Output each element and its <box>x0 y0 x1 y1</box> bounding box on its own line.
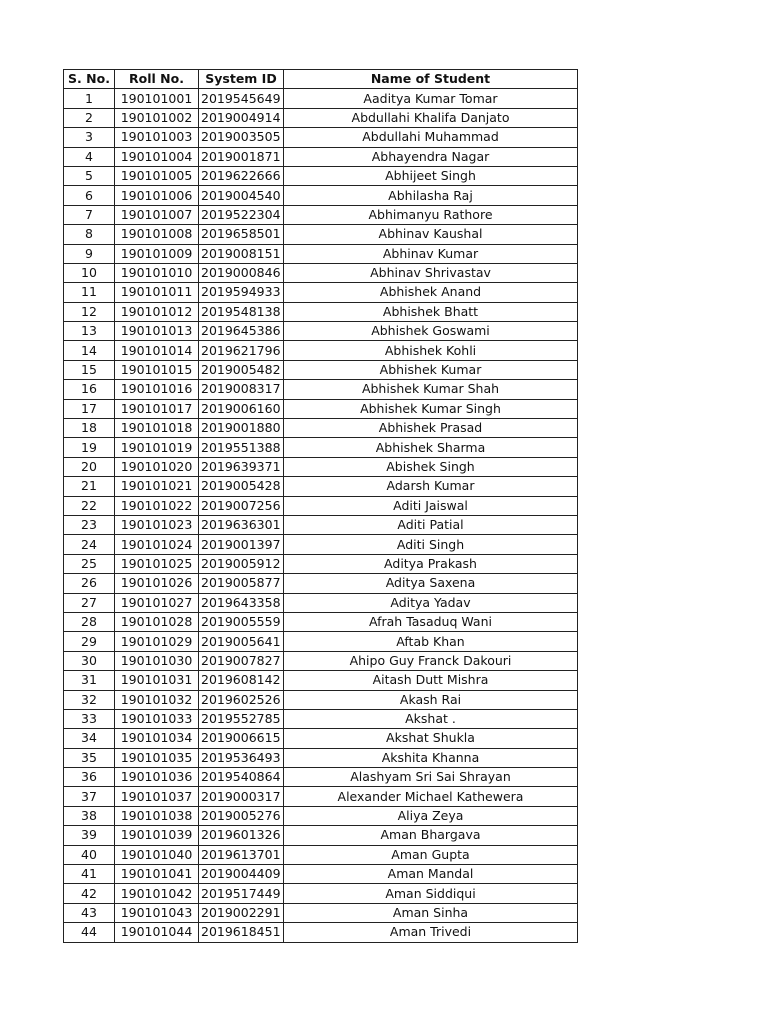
cell-sno: 44 <box>64 923 115 942</box>
cell-roll-no: 190101035 <box>115 748 199 767</box>
table-row <box>64 515 578 534</box>
cell-roll-no: 190101032 <box>115 690 199 709</box>
cell-student-name: Akshita Khanna <box>284 748 578 767</box>
cell-sno: 18 <box>64 419 115 438</box>
cell-student-name: Abishek Singh <box>284 457 578 476</box>
cell-sno: 7 <box>64 205 115 224</box>
cell-system-id: 2019522304 <box>199 205 284 224</box>
cell-sno: 22 <box>64 496 115 515</box>
cell-sno: 11 <box>64 283 115 302</box>
cell-student-name: Akshat Shukla <box>284 729 578 748</box>
table-row <box>64 554 578 573</box>
cell-student-name: Aditya Saxena <box>284 574 578 593</box>
cell-system-id: 2019000317 <box>199 787 284 806</box>
cell-student-name: Abhishek Goswami <box>284 322 578 341</box>
cell-student-name: Abhishek Kumar Singh <box>284 399 578 418</box>
table-row <box>64 651 578 670</box>
cell-system-id: 2019551388 <box>199 438 284 457</box>
table-row <box>64 593 578 612</box>
cell-system-id: 2019608142 <box>199 671 284 690</box>
cell-roll-no: 190101040 <box>115 845 199 864</box>
cell-system-id: 2019005428 <box>199 477 284 496</box>
cell-student-name: Abhijeet Singh <box>284 166 578 185</box>
cell-roll-no: 190101010 <box>115 263 199 282</box>
cell-sno: 23 <box>64 515 115 534</box>
table-row <box>64 341 578 360</box>
table-row <box>64 263 578 282</box>
cell-sno: 36 <box>64 768 115 787</box>
cell-system-id: 2019618451 <box>199 923 284 942</box>
cell-sno: 34 <box>64 729 115 748</box>
cell-system-id: 2019001871 <box>199 147 284 166</box>
cell-sno: 13 <box>64 322 115 341</box>
table-row <box>64 865 578 884</box>
table-row <box>64 399 578 418</box>
cell-roll-no: 190101003 <box>115 128 199 147</box>
cell-roll-no: 190101016 <box>115 380 199 399</box>
cell-system-id: 2019621796 <box>199 341 284 360</box>
table-row <box>64 380 578 399</box>
cell-system-id: 2019602526 <box>199 690 284 709</box>
cell-system-id: 2019540864 <box>199 768 284 787</box>
cell-sno: 25 <box>64 554 115 573</box>
cell-system-id: 2019601326 <box>199 826 284 845</box>
cell-roll-no: 190101014 <box>115 341 199 360</box>
table-row <box>64 806 578 825</box>
cell-roll-no: 190101024 <box>115 535 199 554</box>
cell-system-id: 2019001397 <box>199 535 284 554</box>
cell-system-id: 2019000846 <box>199 263 284 282</box>
cell-roll-no: 190101031 <box>115 671 199 690</box>
table-row <box>64 787 578 806</box>
table-row <box>64 283 578 302</box>
table-row <box>64 826 578 845</box>
cell-roll-no: 190101033 <box>115 709 199 728</box>
cell-student-name: Alashyam Sri Sai Shrayan <box>284 768 578 787</box>
cell-sno: 10 <box>64 263 115 282</box>
cell-sno: 21 <box>64 477 115 496</box>
table-row <box>64 244 578 263</box>
cell-student-name: Ahipo Guy Franck Dakouri <box>284 651 578 670</box>
table-row <box>64 748 578 767</box>
cell-sno: 30 <box>64 651 115 670</box>
cell-sno: 19 <box>64 438 115 457</box>
table-row <box>64 709 578 728</box>
table-row <box>64 729 578 748</box>
cell-roll-no: 190101020 <box>115 457 199 476</box>
cell-roll-no: 190101019 <box>115 438 199 457</box>
cell-sno: 2 <box>64 108 115 127</box>
cell-roll-no: 190101025 <box>115 554 199 573</box>
cell-sno: 35 <box>64 748 115 767</box>
header-roll-no: Roll No. <box>115 70 199 89</box>
cell-student-name: Aman Trivedi <box>284 923 578 942</box>
cell-roll-no: 190101006 <box>115 186 199 205</box>
cell-roll-no: 190101042 <box>115 884 199 903</box>
cell-system-id: 2019005276 <box>199 806 284 825</box>
cell-student-name: Aliya Zeya <box>284 806 578 825</box>
cell-roll-no: 190101008 <box>115 225 199 244</box>
cell-sno: 6 <box>64 186 115 205</box>
table-row <box>64 923 578 942</box>
cell-system-id: 2019548138 <box>199 302 284 321</box>
table-row <box>64 302 578 321</box>
table-row <box>64 108 578 127</box>
cell-student-name: Abhishek Anand <box>284 283 578 302</box>
table-row <box>64 89 578 108</box>
cell-student-name: Abhinav Kaushal <box>284 225 578 244</box>
header-student-name: Name of Student <box>284 70 578 89</box>
table-row <box>64 147 578 166</box>
cell-sno: 14 <box>64 341 115 360</box>
cell-system-id: 2019004409 <box>199 865 284 884</box>
cell-sno: 9 <box>64 244 115 263</box>
cell-system-id: 2019658501 <box>199 225 284 244</box>
cell-student-name: Abhishek Sharma <box>284 438 578 457</box>
cell-roll-no: 190101037 <box>115 787 199 806</box>
table-row <box>64 690 578 709</box>
table-row <box>64 496 578 515</box>
cell-system-id: 2019005912 <box>199 554 284 573</box>
cell-student-name: Aitash Dutt Mishra <box>284 671 578 690</box>
cell-roll-no: 190101039 <box>115 826 199 845</box>
cell-roll-no: 190101002 <box>115 108 199 127</box>
cell-system-id: 2019005641 <box>199 632 284 651</box>
header-row <box>64 70 578 89</box>
cell-sno: 20 <box>64 457 115 476</box>
cell-roll-no: 190101001 <box>115 89 199 108</box>
cell-system-id: 2019613701 <box>199 845 284 864</box>
cell-system-id: 2019005559 <box>199 612 284 631</box>
cell-sno: 43 <box>64 903 115 922</box>
cell-roll-no: 190101004 <box>115 147 199 166</box>
cell-sno: 32 <box>64 690 115 709</box>
cell-roll-no: 190101022 <box>115 496 199 515</box>
cell-system-id: 2019006160 <box>199 399 284 418</box>
cell-system-id: 2019645386 <box>199 322 284 341</box>
cell-roll-no: 190101034 <box>115 729 199 748</box>
cell-sno: 41 <box>64 865 115 884</box>
cell-sno: 29 <box>64 632 115 651</box>
cell-sno: 42 <box>64 884 115 903</box>
cell-system-id: 2019002291 <box>199 903 284 922</box>
table-row <box>64 477 578 496</box>
cell-sno: 12 <box>64 302 115 321</box>
cell-roll-no: 190101007 <box>115 205 199 224</box>
cell-sno: 26 <box>64 574 115 593</box>
cell-sno: 1 <box>64 89 115 108</box>
cell-student-name: Akash Rai <box>284 690 578 709</box>
cell-roll-no: 190101036 <box>115 768 199 787</box>
table-row <box>64 845 578 864</box>
table-row <box>64 186 578 205</box>
cell-student-name: Aditi Patial <box>284 515 578 534</box>
cell-sno: 5 <box>64 166 115 185</box>
cell-system-id: 2019639371 <box>199 457 284 476</box>
cell-system-id: 2019003505 <box>199 128 284 147</box>
table-row <box>64 322 578 341</box>
table-row <box>64 612 578 631</box>
table-row <box>64 438 578 457</box>
cell-system-id: 2019007827 <box>199 651 284 670</box>
table-row <box>64 768 578 787</box>
cell-system-id: 2019545649 <box>199 89 284 108</box>
cell-student-name: Abhishek Prasad <box>284 419 578 438</box>
cell-roll-no: 190101017 <box>115 399 199 418</box>
cell-student-name: Aftab Khan <box>284 632 578 651</box>
cell-roll-no: 190101005 <box>115 166 199 185</box>
cell-roll-no: 190101015 <box>115 360 199 379</box>
cell-system-id: 2019622666 <box>199 166 284 185</box>
cell-roll-no: 190101027 <box>115 593 199 612</box>
cell-system-id: 2019536493 <box>199 748 284 767</box>
cell-student-name: Abhishek Kumar <box>284 360 578 379</box>
table-row <box>64 903 578 922</box>
cell-sno: 15 <box>64 360 115 379</box>
cell-roll-no: 190101030 <box>115 651 199 670</box>
table-row <box>64 574 578 593</box>
cell-student-name: Abhishek Kohli <box>284 341 578 360</box>
cell-roll-no: 190101043 <box>115 903 199 922</box>
cell-sno: 38 <box>64 806 115 825</box>
cell-sno: 16 <box>64 380 115 399</box>
cell-system-id: 2019008317 <box>199 380 284 399</box>
cell-student-name: Aditi Singh <box>284 535 578 554</box>
cell-student-name: Alexander Michael Kathewera <box>284 787 578 806</box>
cell-student-name: Abdullahi Khalifa Danjato <box>284 108 578 127</box>
cell-sno: 27 <box>64 593 115 612</box>
table-row <box>64 884 578 903</box>
cell-system-id: 2019008151 <box>199 244 284 263</box>
header-system-id: System ID <box>199 70 284 89</box>
header-sno: S. No. <box>64 70 115 89</box>
cell-sno: 33 <box>64 709 115 728</box>
table-row <box>64 225 578 244</box>
cell-roll-no: 190101018 <box>115 419 199 438</box>
cell-roll-no: 190101044 <box>115 923 199 942</box>
table-row <box>64 632 578 651</box>
cell-sno: 3 <box>64 128 115 147</box>
cell-roll-no: 190101023 <box>115 515 199 534</box>
cell-student-name: Aditi Jaiswal <box>284 496 578 515</box>
cell-sno: 4 <box>64 147 115 166</box>
table-row <box>64 166 578 185</box>
cell-system-id: 2019594933 <box>199 283 284 302</box>
cell-system-id: 2019643358 <box>199 593 284 612</box>
table-row <box>64 128 578 147</box>
table-row <box>64 457 578 476</box>
cell-roll-no: 190101013 <box>115 322 199 341</box>
cell-student-name: Abhinav Kumar <box>284 244 578 263</box>
cell-roll-no: 190101041 <box>115 865 199 884</box>
table-row <box>64 535 578 554</box>
cell-roll-no: 190101026 <box>115 574 199 593</box>
cell-student-name: Abhishek Bhatt <box>284 302 578 321</box>
cell-sno: 31 <box>64 671 115 690</box>
cell-sno: 28 <box>64 612 115 631</box>
cell-student-name: Abhinav Shrivastav <box>284 263 578 282</box>
cell-sno: 37 <box>64 787 115 806</box>
cell-system-id: 2019007256 <box>199 496 284 515</box>
table-row <box>64 360 578 379</box>
cell-sno: 24 <box>64 535 115 554</box>
cell-student-name: Aditya Prakash <box>284 554 578 573</box>
cell-student-name: Aman Bhargava <box>284 826 578 845</box>
table-row <box>64 671 578 690</box>
cell-student-name: Abhimanyu Rathore <box>284 205 578 224</box>
cell-system-id: 2019006615 <box>199 729 284 748</box>
cell-student-name: Abdullahi Muhammad <box>284 128 578 147</box>
cell-roll-no: 190101029 <box>115 632 199 651</box>
cell-student-name: Abhilasha Raj <box>284 186 578 205</box>
cell-roll-no: 190101009 <box>115 244 199 263</box>
cell-student-name: Akshat . <box>284 709 578 728</box>
cell-sno: 39 <box>64 826 115 845</box>
cell-student-name: Aaditya Kumar Tomar <box>284 89 578 108</box>
table-row <box>64 419 578 438</box>
cell-system-id: 2019004914 <box>199 108 284 127</box>
cell-system-id: 2019004540 <box>199 186 284 205</box>
cell-sno: 40 <box>64 845 115 864</box>
cell-student-name: Adarsh Kumar <box>284 477 578 496</box>
cell-student-name: Aditya Yadav <box>284 593 578 612</box>
cell-roll-no: 190101011 <box>115 283 199 302</box>
cell-system-id: 2019517449 <box>199 884 284 903</box>
cell-student-name: Aman Gupta <box>284 845 578 864</box>
cell-student-name: Abhayendra Nagar <box>284 147 578 166</box>
cell-sno: 17 <box>64 399 115 418</box>
cell-roll-no: 190101012 <box>115 302 199 321</box>
cell-system-id: 2019005482 <box>199 360 284 379</box>
cell-student-name: Aman Sinha <box>284 903 578 922</box>
cell-student-name: Aman Mandal <box>284 865 578 884</box>
table-row <box>64 205 578 224</box>
cell-system-id: 2019001880 <box>199 419 284 438</box>
cell-student-name: Afrah Tasaduq Wani <box>284 612 578 631</box>
cell-roll-no: 190101028 <box>115 612 199 631</box>
cell-roll-no: 190101021 <box>115 477 199 496</box>
cell-roll-no: 190101038 <box>115 806 199 825</box>
cell-student-name: Abhishek Kumar Shah <box>284 380 578 399</box>
student-list-table <box>63 69 578 943</box>
cell-system-id: 2019552785 <box>199 709 284 728</box>
cell-system-id: 2019005877 <box>199 574 284 593</box>
cell-student-name: Aman Siddiqui <box>284 884 578 903</box>
cell-sno: 8 <box>64 225 115 244</box>
cell-system-id: 2019636301 <box>199 515 284 534</box>
